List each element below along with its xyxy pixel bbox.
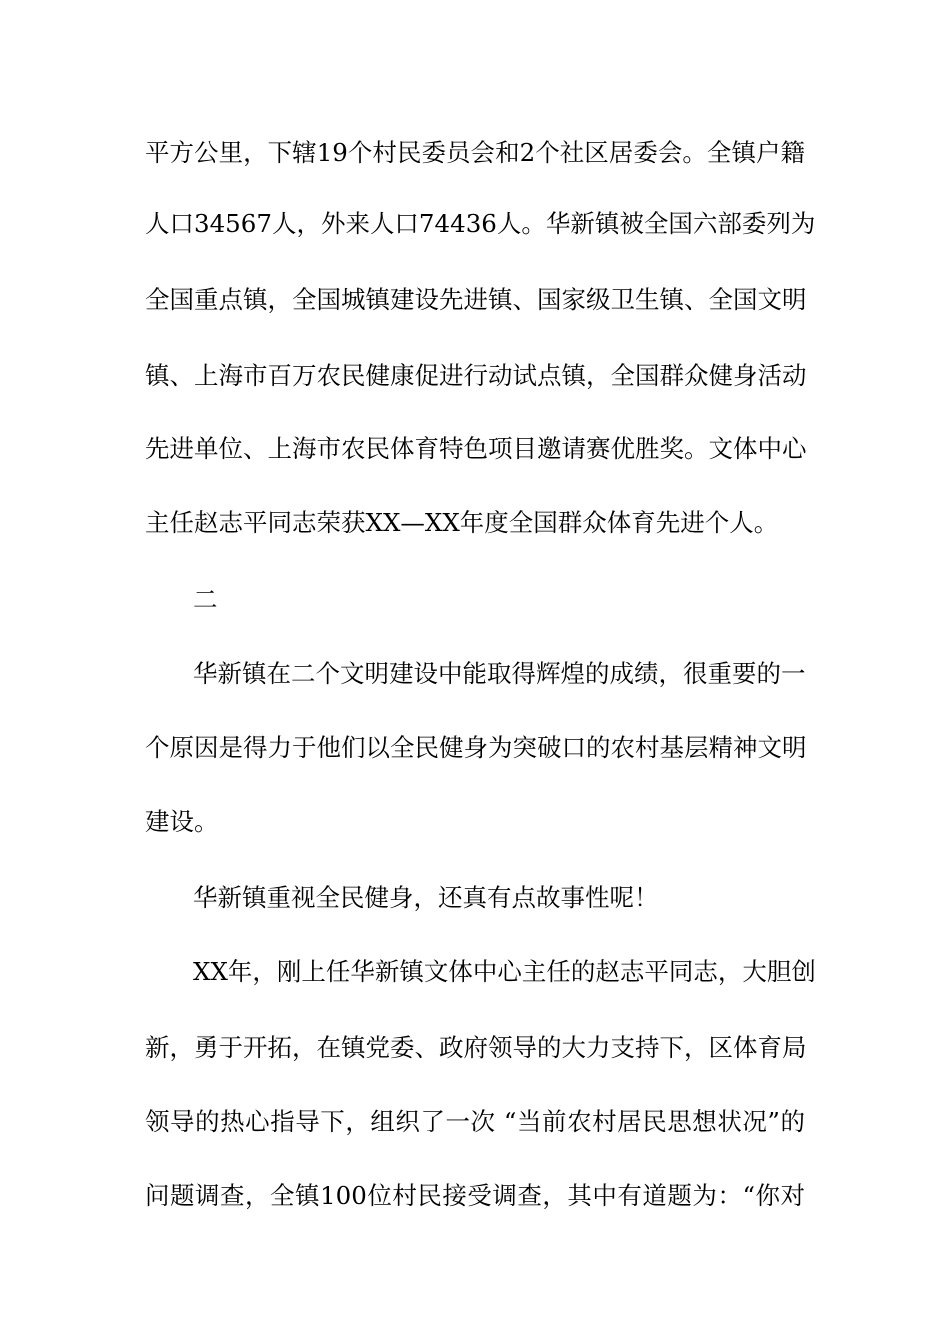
text-line: 主任赵志平同志荣获XX—XX年度全国群众体育先进个人。 xyxy=(145,508,779,537)
text-line: 华新镇在二个文明建设中能取得辉煌的成绩，很重要的一 xyxy=(193,659,806,688)
section-heading: 二 xyxy=(193,585,218,614)
text-line: 新，勇于开拓，在镇党委、政府领导的大力支持下，区体育局 xyxy=(145,1033,807,1062)
text-line: 全国重点镇，全国城镇建设先进镇、国家级卫生镇、全国文明 xyxy=(145,285,807,314)
text-line: 华新镇重视全民健身，还真有点故事性呢！ xyxy=(193,883,659,912)
text-line: 问题调查，全镇100位村民接受调查，其中有道题为：“你对 xyxy=(145,1181,805,1210)
text-line: 镇、上海市百万农民健康促进行动试点镇，全国群众健身活动 xyxy=(145,361,807,390)
text-line: 个原因是得力于他们以全民健身为突破口的农村基层精神文明 xyxy=(145,733,807,762)
text-line: 平方公里，下辖19个村民委员会和2个社区居委会。全镇户籍 xyxy=(145,138,805,167)
text-line: 领导的热心指导下，组织了一次 “当前农村居民思想状况”的 xyxy=(145,1107,805,1136)
text-line: 建设。 xyxy=(145,807,219,836)
document-page xyxy=(145,0,816,1344)
text-line: XX年，刚上任华新镇文体中心主任的赵志平同志，大胆创 xyxy=(193,957,816,986)
text-line: 人口34567人，外来人口74436人。华新镇被全国六部委列为 xyxy=(145,209,816,238)
text-line: 先进单位、上海市农民体育特色项目邀请赛优胜奖。文体中心 xyxy=(145,434,807,463)
